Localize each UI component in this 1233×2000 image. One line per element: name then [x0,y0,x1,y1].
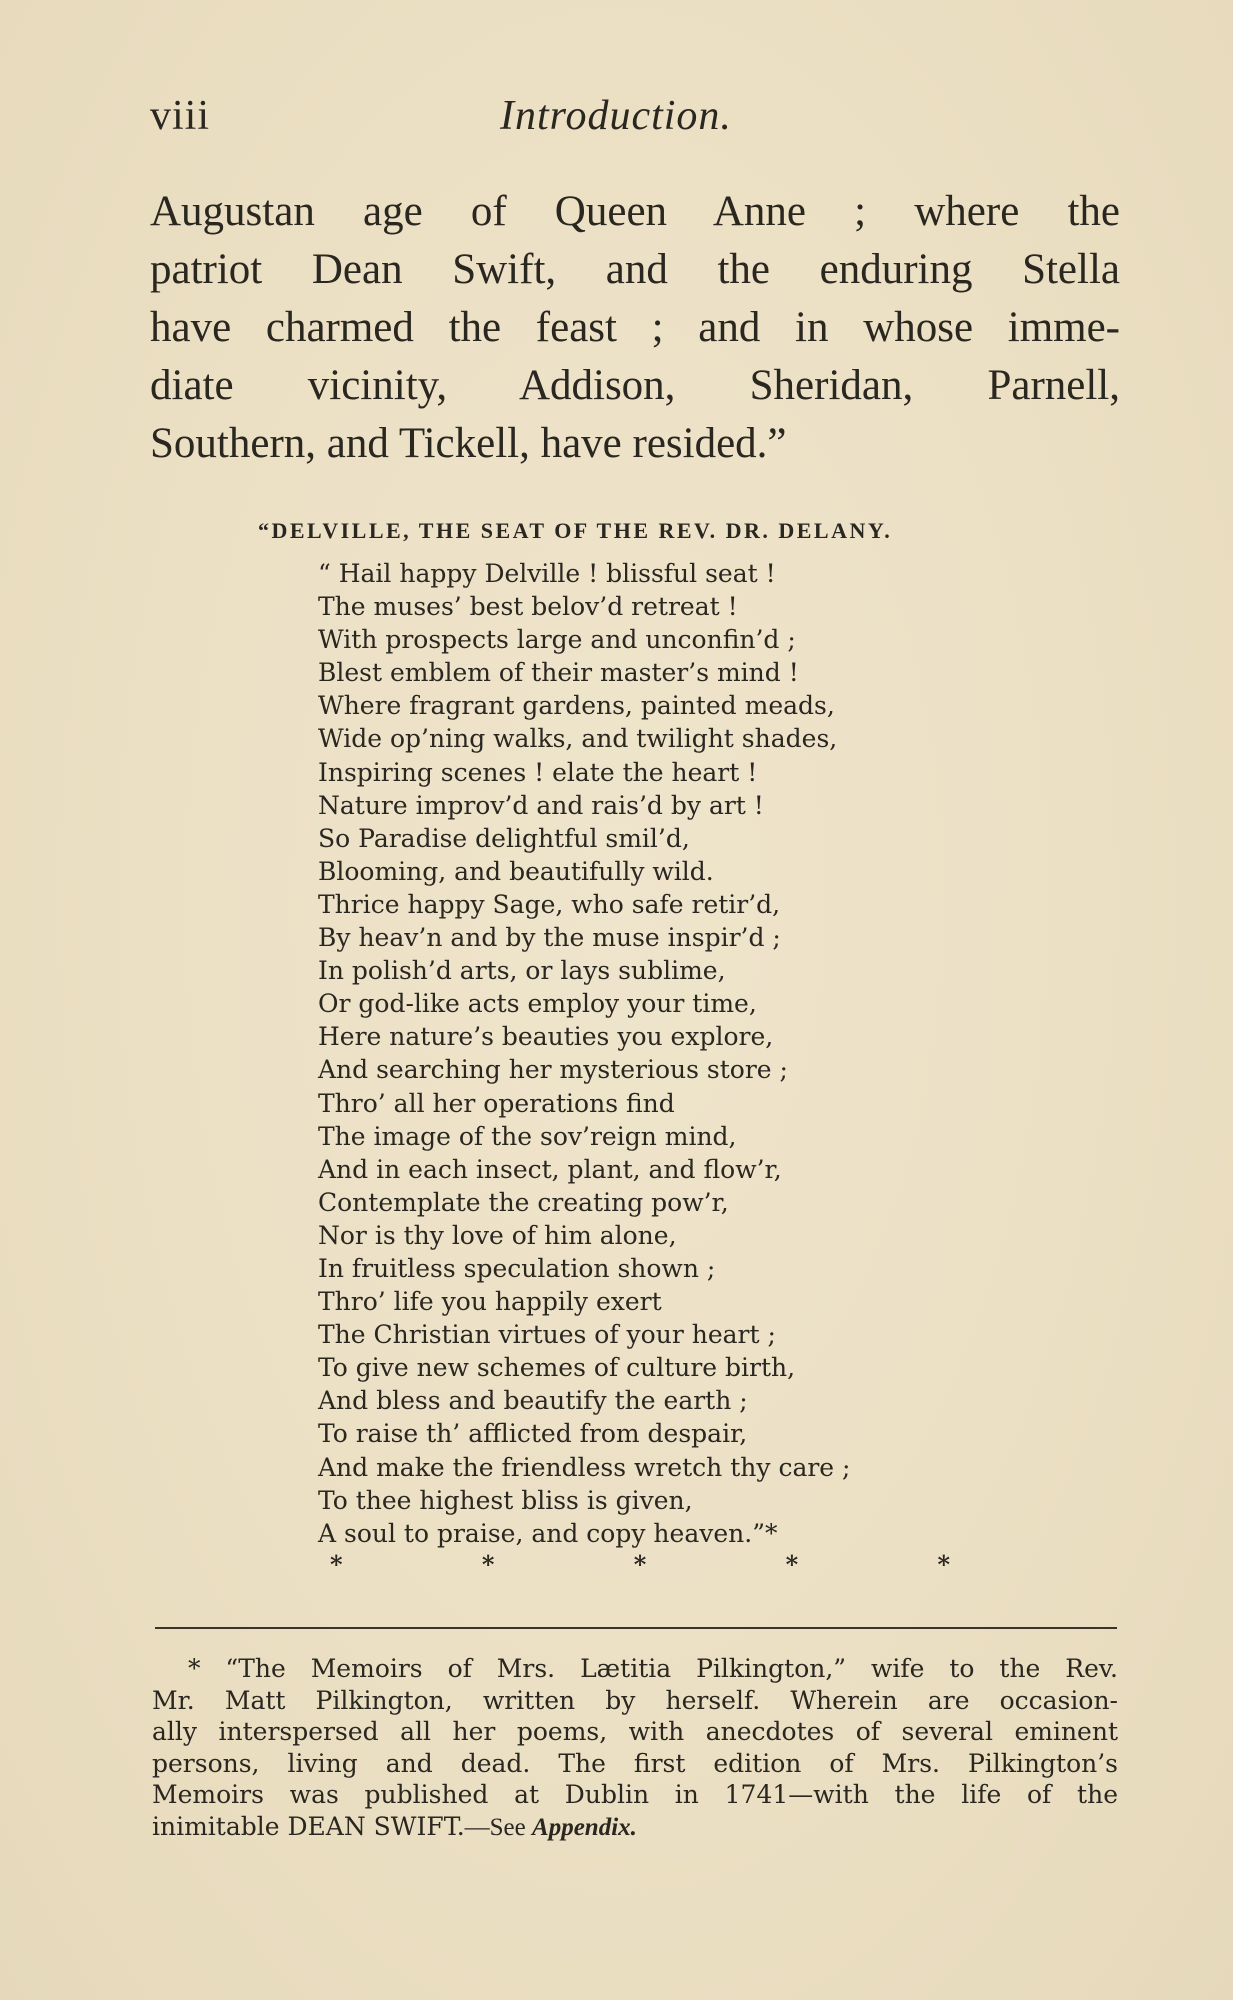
appendix-reference: Appendix. [532,1813,637,1841]
footnote-line-text: inimitable DEAN SWIFT. [152,1811,465,1841]
poem-line: Where fragrant gardens, painted meads, [318,691,835,721]
poem-line: Thro’ life you happily exert [318,1287,662,1317]
poem-line: Nature improv’d and rais’d by art ! [318,790,764,820]
prose-line: Augustan age of Queen Anne ; where the [150,188,1120,235]
poem-line: Contemplate the creating pow’r, [318,1187,729,1217]
footnote-line: ally interspersed all her poems, with anecdotes of several eminent [152,1717,1118,1746]
footnote-line: Mr. Matt Pilkington, written by herself. Wherein are occasion- [152,1685,1118,1715]
poem-line: Or god-like acts employ your time, [318,989,757,1019]
footnote-divider [155,1627,1117,1629]
page-title: Introduction. [500,93,732,139]
poem-line: Inspiring scenes ! elate the heart ! [318,757,758,787]
prose-line: Southern, and Tickell, have resided.” [150,420,787,467]
poem-line: And in each insect, plant, and flow’r, [318,1154,782,1184]
poem-line: Here nature’s beauties you explore, [318,1022,774,1052]
asterisk: * [937,1550,950,1579]
poem-line: The Christian virtues of your heart ; [318,1320,776,1350]
poem-line: With prospects large and unconfin’d ; [318,625,796,655]
asterisk: * [330,1550,343,1579]
see-reference: —See [464,1813,533,1841]
poem-line: The image of the sov’reign mind, [318,1121,737,1151]
poem-line: And make the friendless wretch thy care ; [318,1452,851,1482]
poem-line: Blest emblem of their master’s mind ! [318,658,799,688]
poem-line: To raise th’ afflicted from despair, [318,1419,748,1449]
footnote-last-line [152,1811,1118,1844]
prose-line: patriot Dean Swift, and the enduring Stella [150,246,1120,293]
poem-line: The muses’ best belov’d retreat ! [318,592,738,622]
poem-heading: “DELVILLE, THE SEAT OF THE REV. DR. DELANY. [258,518,893,543]
asterisk: * [785,1550,799,1579]
prose-line: have charmed the feast ; and in whose imme- [150,304,1120,351]
poem [318,557,1078,1550]
footnote-line: * “The Memoirs of Mrs. Lætitia Pilkington,” wife to the Rev. [188,1654,1118,1683]
asterisk: * [481,1550,495,1579]
poem-line: So Paradise delightful smil’d, [318,823,690,853]
poem-line: A soul to praise, and copy heaven.”* [318,1518,778,1548]
poem-line: Thrice happy Sage, who safe retir’d, [318,889,781,919]
poem-line: Wide op’ning walks, and twilight shades, [318,724,838,754]
poem-line: In fruitless speculation shown ; [318,1253,716,1283]
poem-line: Blooming, and beautifully wild. [318,856,714,886]
poem-line: Nor is thy love of him alone, [318,1220,677,1250]
prose-paragraph [150,183,1120,473]
footnote-line: persons, living and dead. The first edition of Mrs. Pilkington’s [152,1748,1118,1778]
poem-line: Thro’ all her operations find [318,1088,675,1118]
poem-line: And searching her mysterious store ; [318,1055,788,1085]
running-head [150,92,1120,152]
page-number: viii [150,93,211,139]
footnote [152,1653,1118,1843]
poem-line: In polish’d arts, or lays sublime, [318,956,726,986]
poem-line: To thee highest bliss is given, [318,1485,693,1515]
asterisk: * [633,1550,647,1579]
poem-line: By heav’n and by the muse inspir’d ; [318,923,781,953]
prose-line: diate vicinity, Addison, Sheridan, Parnell, [150,362,1120,409]
poem-line: To give new schemes of culture birth, [318,1353,796,1383]
section-break-asterisks [330,1550,950,1579]
poem-line: “ Hail happy Delville ! blissful seat ! [318,559,776,588]
poem-line: And bless and beautify the earth ; [318,1386,748,1416]
footnote-line: Memoirs was published at Dublin in 1741—with the life of the [152,1780,1118,1809]
